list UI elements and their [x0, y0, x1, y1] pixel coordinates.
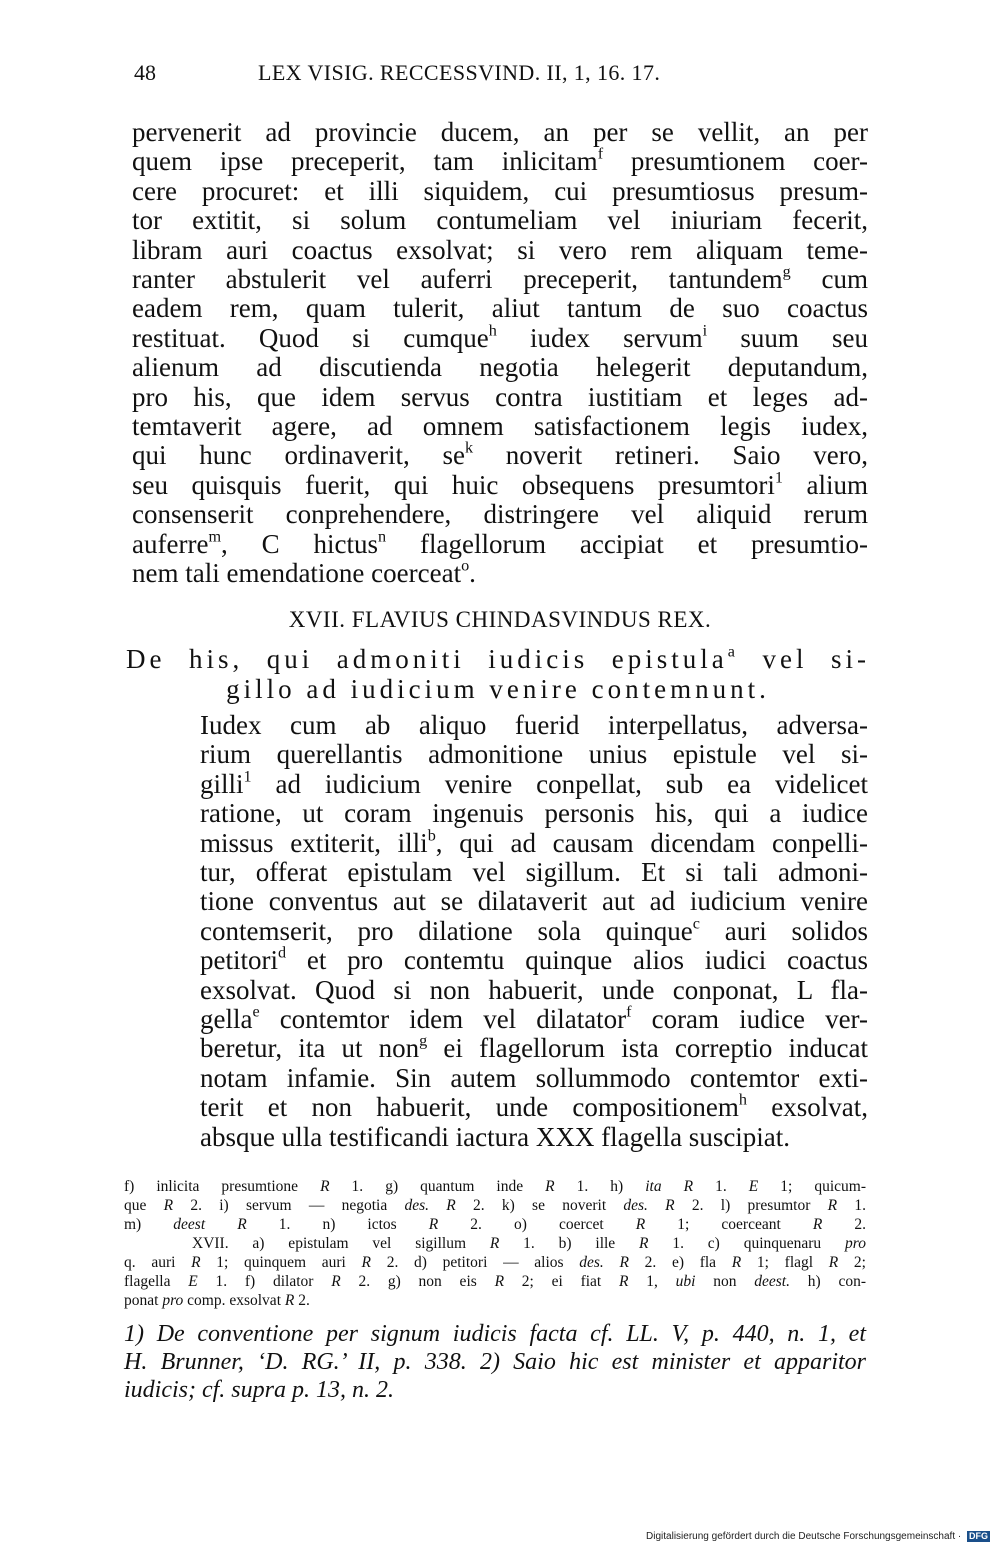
rubric-title: [126, 642, 870, 704]
footnote-line: m) deest R 1. n) ictos R 2. o) coercet R 1; coerceant R 2.: [124, 1216, 867, 1233]
text-line: exsolvat. Quod si non habuerit, unde conponat, L fla-: [200, 974, 868, 1005]
explanatory-notes: [124, 1320, 866, 1404]
text-line: pervenerit ad provincie ducem, an per se vellit, an per: [132, 117, 868, 147]
text-line: De his, qui admoniti iudicis epistula$^a$ vel si-: [126, 642, 870, 674]
running-title: LEX VISIG. RECCESSVIND. II, 1, 16. 17.: [258, 60, 661, 85]
text-line: tur, offerat epistulam vel sigillum. Et si tali admoni-: [200, 857, 868, 888]
text-line: quem ipse preceperit, tam inlicitam$^f$ presumtionem coer-: [132, 145, 868, 177]
paragraph-law-17: [132, 711, 868, 1152]
text-line: ratione, ut coram ingenuis personis his, qui a iudice: [200, 798, 868, 829]
footnote-line: H. Brunner, ‘D. RG.’ II, p. 338. 2) Saio hic est minister et apparitor: [124, 1349, 866, 1375]
text-line: gillo ad iudicium venire contemnunt.: [226, 673, 770, 704]
text-line: eadem rem, quam tulerit, aliut tantum de suo coactus: [132, 293, 868, 324]
text-line: alienum ad discutienda negotia helegerit deputandum,: [132, 352, 868, 383]
text-line: cere procuret: et illi siquidem, cui presumtiosus presum-: [132, 175, 868, 206]
section-heading: XVII. FLAVIUS CHINDASVINDUS REX.: [288, 607, 712, 632]
text-line: terit et non habuerit, unde compositionem$^h$ exsolvat,: [200, 1090, 868, 1123]
text-line: gilli$^1$ ad iudicium venire conpellat, sub ea videlicet: [200, 767, 868, 799]
text-line: contemserit, pro dilatione sola quinque$^c$ auri solidos: [200, 914, 868, 946]
text-line: temtaverit agere, ad omnem satisfactionem legis iudex,: [132, 411, 868, 442]
footnote-line: 1) De conventione per signum iudicis facta cf. LL. V, p. 440, n. 1, et: [124, 1321, 866, 1347]
text-line: absque ulla testificandi iactura XXX flagella suscipiat.: [200, 1121, 791, 1152]
footnote-line: iudicis; cf. supra p. 13, n. 2.: [124, 1377, 394, 1403]
footnote-line: flagella E 1. f) dilator R 2. g) non eis R 2; ei fiat R 1, ubi non deest. h) con-: [124, 1273, 866, 1290]
footnote-line: f) inlicita presumtione R 1. g) quantum inde R 1. h) ita R 1. E 1; quicum-: [124, 1178, 866, 1195]
text-line: gella$^e$ contemtor idem vel dilatator$^f$ coram iudice ver-: [200, 1002, 868, 1035]
critical-apparatus: [124, 1177, 866, 1310]
text-line: missus extiterit, illi$^b$, qui ad causam dicendam conpelli-: [200, 826, 868, 858]
text-line: consenserit conprehendere, distringere vel aliquid rerum: [132, 499, 868, 530]
dfg-logo-icon: DFG: [969, 1531, 988, 1541]
text-line: pro his, que idem servus contra iustitiam et leges ad-: [132, 381, 868, 412]
footnote-line: XVII. a) epistulam vel sigillum R 1. b) ille R 1. c) quinquenaru pro: [192, 1235, 866, 1252]
text-line: petitori$^d$ et pro contemtu quinque alios iudici coactus: [200, 943, 868, 976]
text-line: auferre$^m$, C hictus$^n$ flagellorum accipiat et presumtio-: [132, 527, 868, 559]
text-line: ranter abstulerit vel auferri preceperit, tantundem$^g$ cum: [132, 262, 868, 295]
footnote-line: q. auri R 1; quinquem auri R 2. d) petitori — alios des. R 2. e) fla R 1; flagl R 2;: [124, 1254, 866, 1271]
text-line: beretur, ita ut non$^g$ ei flagellorum ista correptio inducat: [200, 1032, 869, 1064]
paragraph-law-16-continuation: [132, 118, 868, 589]
footnote-line: ponat pro comp. exsolvat R 2.: [124, 1292, 310, 1309]
text-line: libram auri coactus exsolvat; si vero rem aliquam teme-: [132, 234, 868, 265]
text-line: seu quisquis fuerit, qui huic obsequens presumtori$^1$ alium: [132, 468, 868, 500]
digitization-credit: Digitalisierung gefördert durch die Deutsche Forschungsgemeinschaft · DFG: [646, 1531, 988, 1543]
footnote-line: que R 2. i) servum — negotia des. R 2. k) se noverit des. R 2. l) presumtor R 1.: [124, 1197, 866, 1214]
text-line: tor extitit, si solum contumeliam vel iniuriam fecerit,: [132, 205, 868, 236]
text-line: nem tali emendatione coerceat$^o$.: [132, 556, 476, 589]
text-line: Iudex cum ab aliquo fuerid interpellatus, adversa-: [200, 710, 868, 740]
text-line: tione conventus aut se dilataverit aut ad iudicium venire: [200, 886, 868, 917]
text-line: qui hunc ordinaverit, $se^k$ noverit retineri. Saio vero,: [132, 439, 868, 471]
text-line: restituat. Quod si cumque$^h$ iudex servum$^i$ suum seu: [132, 321, 869, 353]
text-line: notam infamie. Sin autem sollummodo contemtor exti-: [200, 1062, 868, 1093]
text-line: rium querellantis admonitione unius epistule vel si-: [200, 739, 868, 770]
credit-text: Digitalisierung gefördert durch die Deutsche Forschungsgemeinschaft: [646, 1531, 956, 1543]
page-number: 48: [134, 60, 156, 85]
